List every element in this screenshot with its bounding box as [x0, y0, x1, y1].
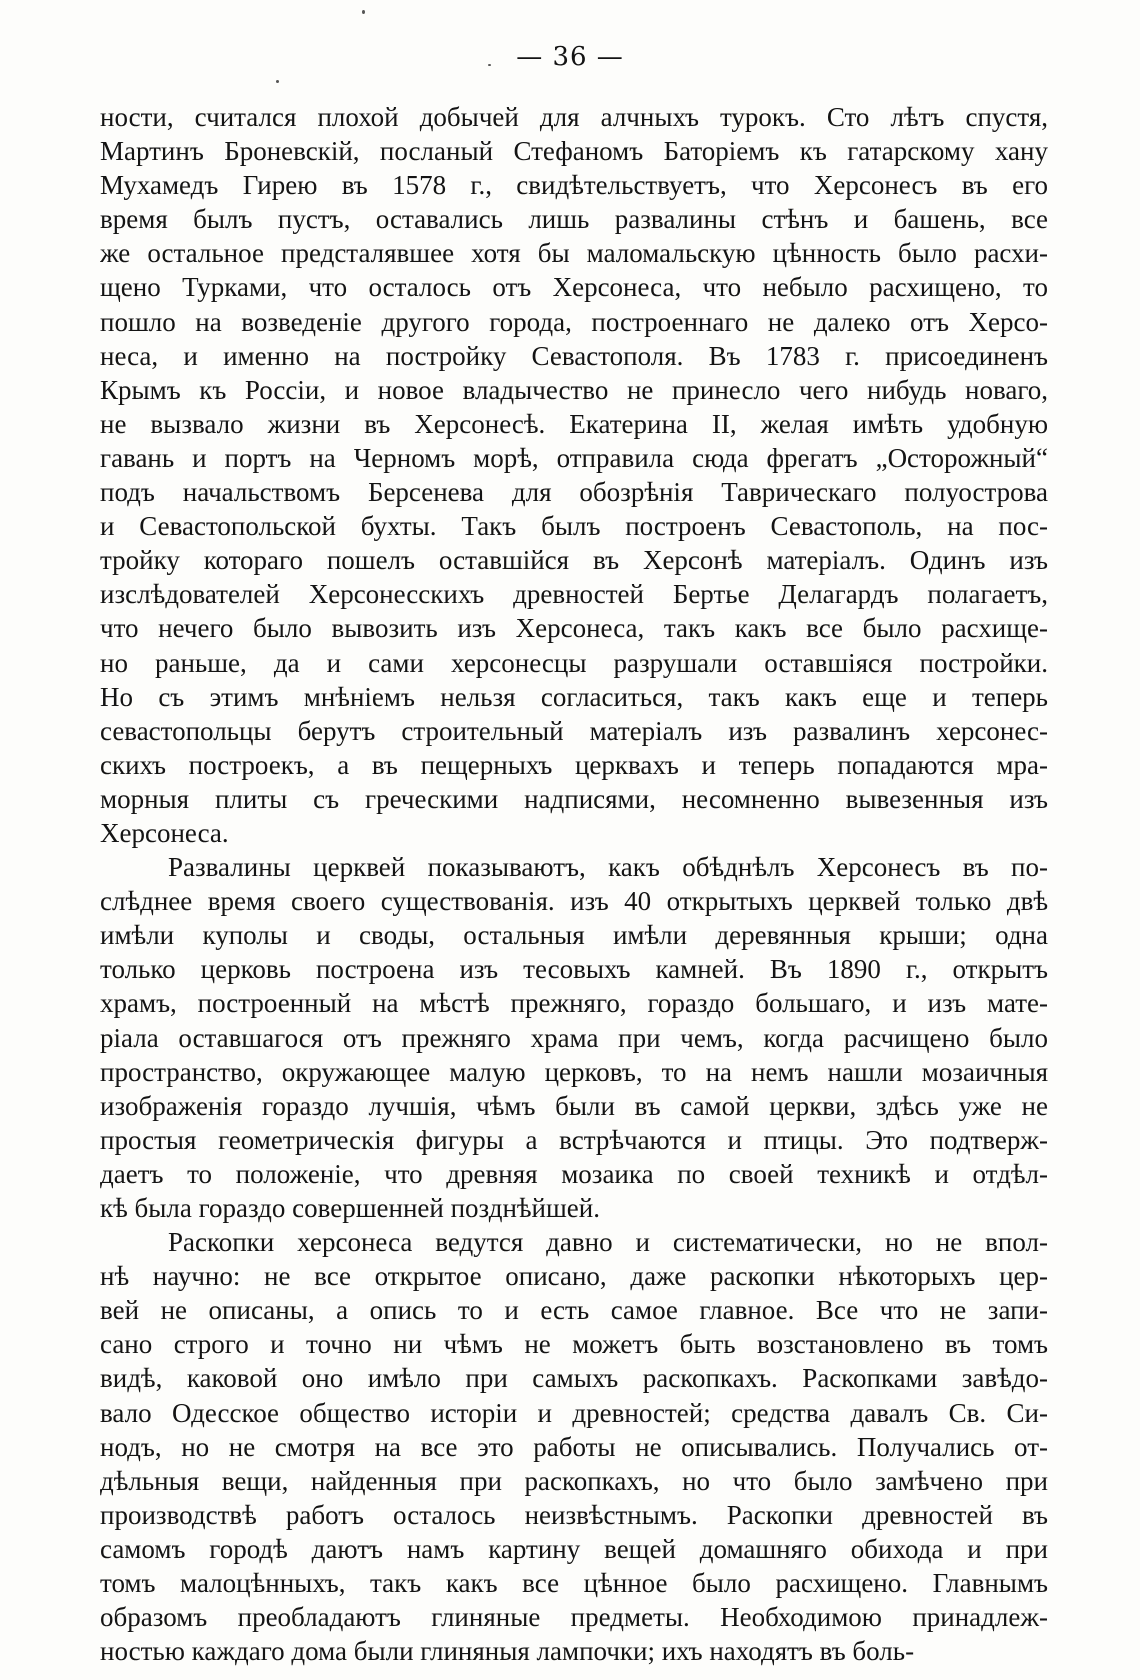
- text-line: ріала оставшагося отъ прежняго храма при чемъ, когда расчищено было: [100, 1022, 1048, 1053]
- text-line: но раньше, да и сами херсонесцы разрушали оставшіяся постройки.: [100, 647, 1048, 678]
- text-line: вало Одесское общество исторіи и древностей; средства давалъ Св. Си-: [100, 1397, 1048, 1428]
- text-line: севастопольцы берутъ строительный матеріалъ изъ развалинъ херсонес-: [100, 715, 1048, 746]
- text-line: Раскопки херсонеса ведутся давно и систематически, но не впол-: [168, 1227, 1048, 1258]
- text-line: гавань и портъ на Черномъ морѣ, отправила сюда фрегатъ „Осторожный“: [100, 442, 1048, 473]
- text-line: морныя плиты съ греческими надписями, несомненно вывезенныя изъ: [100, 783, 1048, 814]
- text-line: тройку котораго пошелъ оставшійся въ Херсонѣ матеріалъ. Одинъ изъ: [100, 545, 1048, 576]
- text-line: томъ малоцѣнныхъ, такъ какъ все цѣнное было расхищено. Главнымъ: [100, 1568, 1048, 1599]
- text-line: самомъ городѣ даютъ намъ картину вещей домашняго обихода и при: [100, 1533, 1048, 1564]
- text-line: дѣльныя вещи, найденныя при раскопкахъ, но что было замѣчено при: [100, 1465, 1048, 1496]
- text-line: Крымъ къ Россіи, и новое владычество не принесло чего нибудь новаго,: [100, 374, 1048, 405]
- text-line: сано строго и точно ни чѣмъ не можетъ быть возстановлено въ томъ: [100, 1329, 1048, 1360]
- text-line: кѣ была гораздо совершенней позднѣйшей.: [100, 1193, 600, 1223]
- text-line: Развалины церквей показываютъ, какъ обѣднѣлъ Херсонесъ въ по-: [168, 852, 1048, 883]
- text-line: же остальное предсталявшее хотя бы маломальскую цѣнность было расхи-: [100, 238, 1048, 269]
- text-line: имѣли куполы и своды, остальныя имѣли деревянныя крыши; одна: [100, 920, 1048, 951]
- text-line: подъ начальствомъ Берсенева для обозрѣнія Таврическаго полуострова: [100, 477, 1048, 508]
- text-line: видѣ, каковой оно имѣло при самыхъ раскопкахъ. Раскопками завѣдо-: [100, 1363, 1048, 1394]
- text-line: скихъ построекъ, а въ пещерныхъ церквахъ и теперь попадаются мра-: [100, 749, 1048, 780]
- text-line: ностью каждаго дома были глиняныя лампочки; ихъ находятъ въ боль-: [100, 1636, 915, 1667]
- text-line: время былъ пустъ, оставались лишь развалины стѣнъ и башень, все: [100, 204, 1048, 235]
- text-line: Но съ этимъ мнѣніемъ нельзя согласиться, такъ какъ еще и теперь: [100, 681, 1048, 712]
- text-line: неса, и именно на постройку Севастополя. Въ 1783 г. присоединенъ: [100, 340, 1048, 371]
- text-line: слѣднее время своего существованія. изъ 40 открытыхъ церквей только двѣ: [100, 886, 1048, 917]
- text-line: нѣ научно: не все открытое описано, даже раскопки нѣкоторыхъ цер-: [100, 1261, 1048, 1292]
- text-line: изображенія гораздо лучшія, чѣмъ были въ самой церкви, здѣсь уже не: [100, 1090, 1048, 1121]
- scan-speck: [362, 10, 365, 14]
- paragraph: [100, 850, 1048, 1225]
- text-line: пространство, окружающее малую церковъ, то на немъ нашли мозаичныя: [100, 1056, 1048, 1087]
- text-line: только церковь построена изъ тесовыхъ камней. Въ 1890 г., открытъ: [100, 954, 1048, 985]
- page-number: — 36 —: [516, 42, 624, 72]
- text-line: не вызвало жизни въ Херсонесѣ. Екатерина II, желая имѣть удобную: [100, 408, 1048, 439]
- paragraph: [100, 1225, 1048, 1668]
- text-line: даетъ то положеніе, что древняя мозаика по своей техникѣ и отдѣл-: [100, 1158, 1048, 1189]
- text-line: простыя геометрическія фигуры а встрѣчаются и птицы. Это подтверж-: [100, 1124, 1048, 1155]
- text-line: щено Турками, что осталось отъ Херсонеса, что небыло расхищено, то: [100, 272, 1048, 303]
- body-text: [100, 100, 1048, 1668]
- text-line: образомъ преобладаютъ глиняные предметы. Необходимою принадлеж-: [100, 1602, 1048, 1633]
- text-line: изслѣдователей Херсонесскихъ древностей Бертье Делагардъ полагаетъ,: [100, 579, 1048, 610]
- text-line: Мухамедъ Гирею въ 1578 г., свидѣтельствуетъ, что Херсонесъ въ его: [100, 170, 1048, 201]
- text-line: что нечего было вывозить изъ Херсонеса, такъ какъ все было расхище-: [100, 613, 1048, 644]
- text-line: Мартинъ Броневскій, посланый Стефаномъ Баторіемъ къ гатарскому хану: [100, 136, 1048, 167]
- text-line: производствѣ работъ осталось неизвѣстнымъ. Раскопки древностей въ: [100, 1499, 1048, 1530]
- text-line: вей не описаны, а опись то и есть самое главное. Все что не запи-: [100, 1295, 1048, 1326]
- text-line: храмъ, построенный на мѣстѣ прежняго, гораздо большаго, и изъ мате-: [100, 988, 1048, 1019]
- text-line: пошло на возведеніе другого города, построеннаго не далеко отъ Херсо-: [100, 306, 1048, 337]
- scan-speck: [276, 80, 279, 83]
- text-line: и Севастопольской бухты. Такъ былъ построенъ Севастополь, на пос-: [100, 511, 1048, 542]
- text-line: нодъ, но не смотря на все это работы не описывались. Получались от-: [100, 1431, 1048, 1462]
- text-line: Херсонеса.: [100, 817, 229, 848]
- paragraph: [100, 100, 1048, 850]
- text-line: ности, считался плохой добычей для алчныхъ турокъ. Сто лѣтъ спустя,: [100, 102, 1048, 132]
